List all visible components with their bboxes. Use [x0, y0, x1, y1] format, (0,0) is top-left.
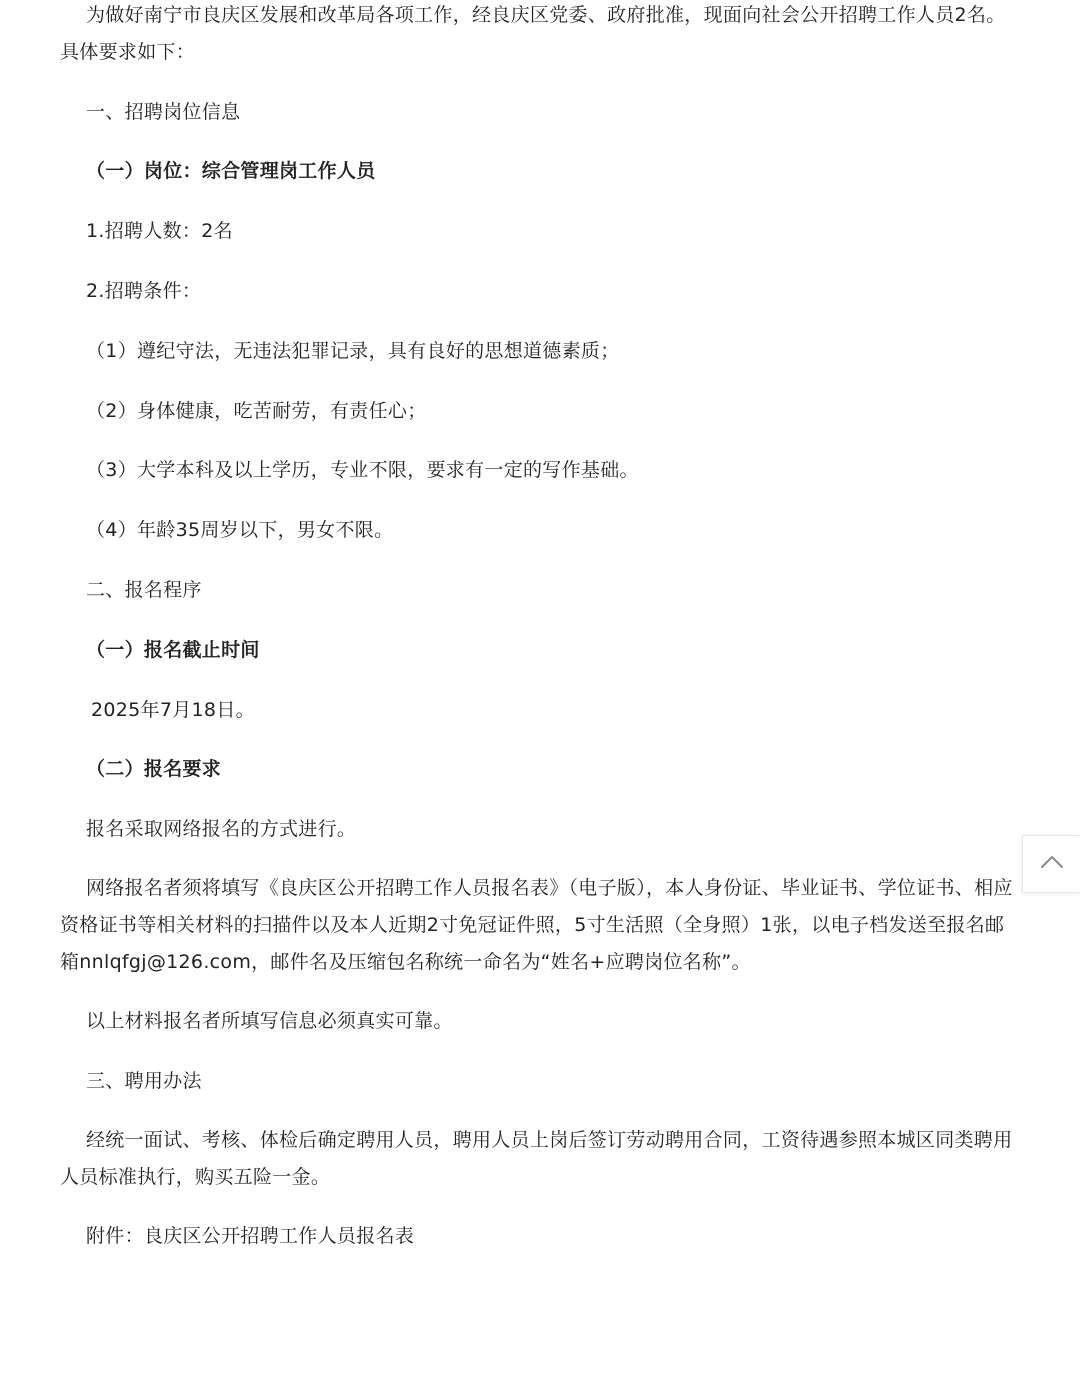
- requirement-truth: 以上材料报名者所填写信息必须真实可靠。: [86, 1010, 453, 1032]
- section-heading-2: 二、报名程序: [86, 579, 202, 601]
- condition-2: （2）身体健康，吃苦耐劳，有责任心；: [86, 400, 427, 422]
- chevron-up-icon: [1039, 854, 1065, 874]
- deadline-heading: （一）报名截止时间: [86, 639, 260, 661]
- requirements-heading: （二）报名要求: [86, 758, 222, 780]
- headcount-text: 1.招聘人数：2名: [86, 220, 233, 242]
- section-heading-3: 三、聘用办法: [86, 1070, 202, 1092]
- hiring-method: 经统一面试、考核、体检后确定聘用人员，聘用人员上岗后签订劳动聘用合同，工资待遇参照本城区同类聘用人员标准执行，购买五险一金。: [60, 1129, 1013, 1188]
- back-to-top-button[interactable]: [1022, 835, 1080, 893]
- conditions-title: 2.招聘条件：: [86, 280, 202, 302]
- condition-3: （3）大学本科及以上学历，专业不限，要求有一定的写作基础。: [86, 459, 639, 481]
- deadline-value: 2025年7月18日。: [91, 699, 255, 721]
- intro-paragraph: 为做好南宁市良庆区发展和改革局各项工作，经良庆区党委、政府批准，现面向社会公开招聘工作人员2名。具体要求如下：: [60, 4, 1006, 63]
- section-heading-1: 一、招聘岗位信息: [86, 101, 241, 123]
- requirement-materials: 网络报名者须将填写《良庆区公开招聘工作人员报名表》（电子版），本人身份证、毕业证书、学位证书、相应资格证书等相关材料的扫描件以及本人近期2寸免冠证件照，5寸生活照（全身照）1张，以电子档发送至报名邮箱nnlqfgj@126.com，邮件名及压缩包名称统一命名为“姓名+应聘岗位名称”。: [60, 877, 1013, 973]
- position-heading: （一）岗位：综合管理岗工作人员: [86, 160, 376, 182]
- requirement-online: 报名采取网络报名的方式进行。: [86, 818, 357, 840]
- condition-1: （1）遵纪守法，无违法犯罪记录，具有良好的思想道德素质；: [86, 340, 620, 362]
- condition-4: （4）年龄35周岁以下，男女不限。: [86, 519, 394, 541]
- attachment-line: 附件：良庆区公开招聘工作人员报名表: [86, 1225, 415, 1247]
